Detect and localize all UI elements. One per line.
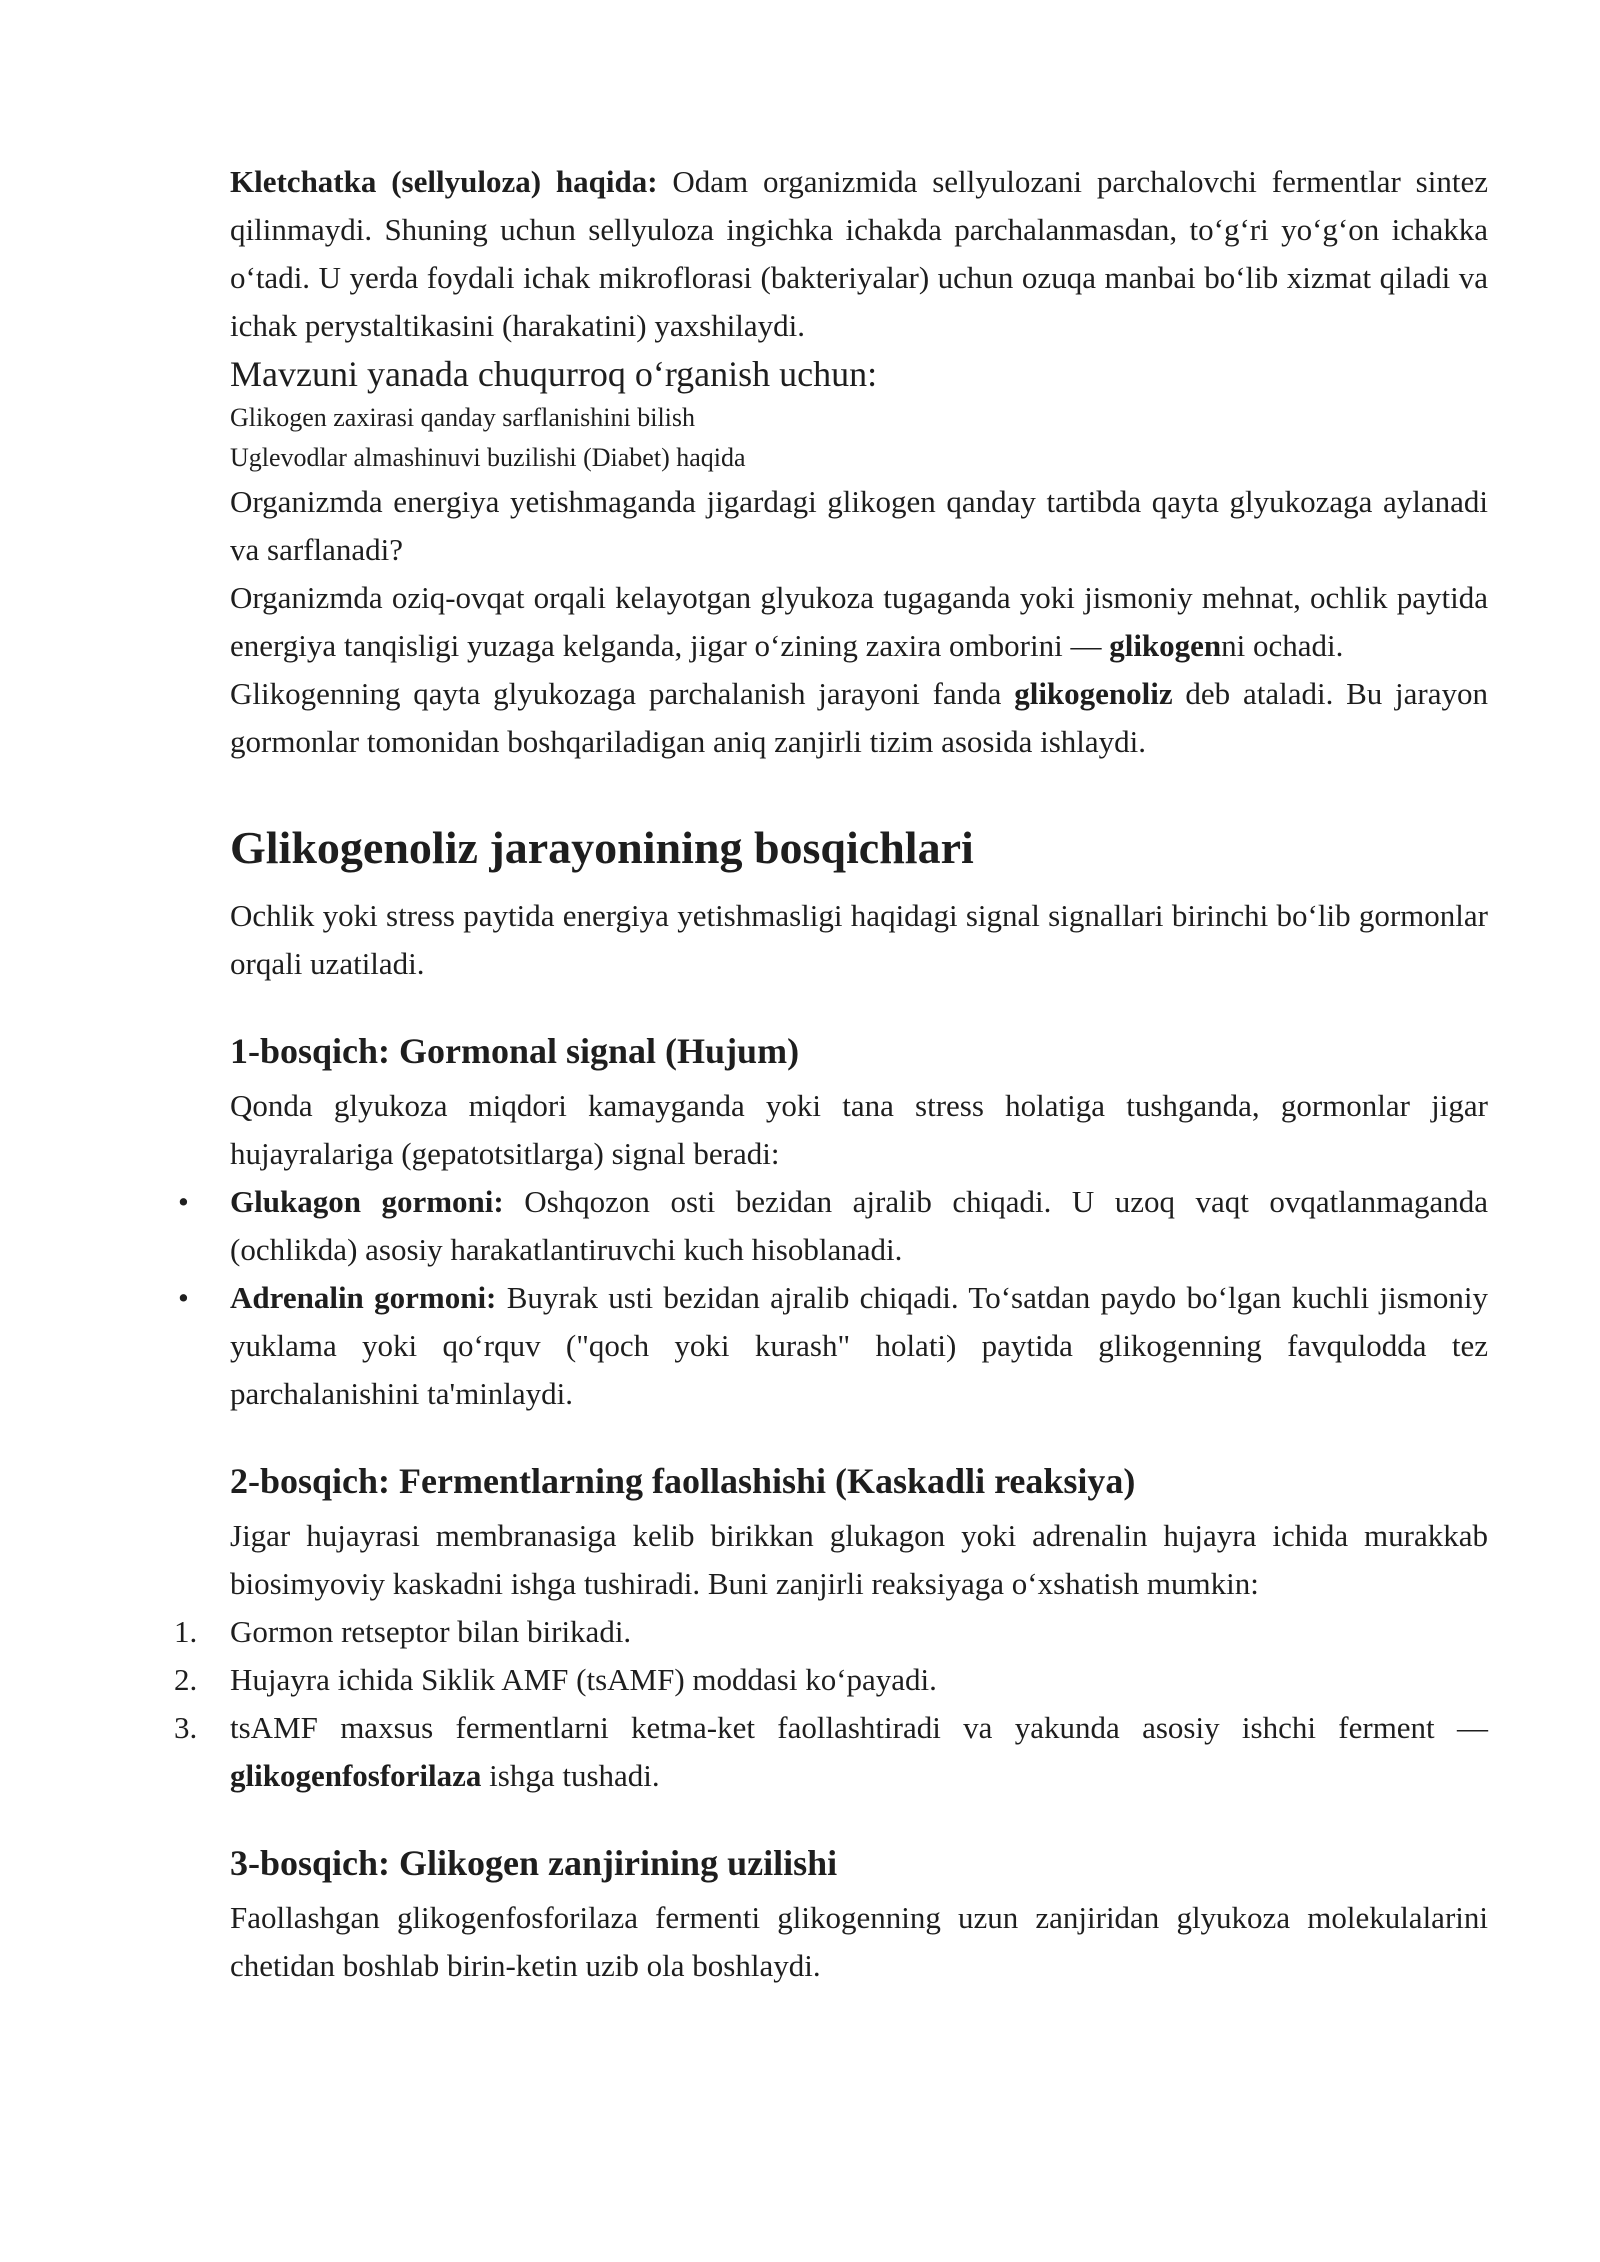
step3-intro: Faollashgan glikogenfosforilaza fermenti glikogenning uzun zanjiridan glyukoza molekulalarini chetidan boshlab birin-ketin uzib ola boshlaydi.	[230, 1900, 1488, 1983]
bullet-label: Adrenalin gormoni:	[230, 1280, 497, 1315]
further-study-line-1: Glikogen zaxirasi qanday sarflanishini bilish	[230, 403, 696, 432]
list-item	[178, 1178, 1488, 1274]
list-item	[174, 1608, 1488, 1656]
list-item-text: Gormon retseptor bilan birikadi.	[230, 1614, 632, 1649]
definition-text-2: deb ataladi. Bu jarayon gormonlar tomonidan boshqariladigan aniq zanjirli tizim asosida ishlaydi.	[230, 676, 1488, 759]
fiber-text: Odam organizmida sellyulozani parchalovchi fermentlar sintez qilinmaydi. Shuning uchun sellyuloza ingichka ichakda parchalanmasdan, to‘g‘ri yo‘g‘on ichakka o‘tadi. U yerda foydali ichak mikroflorasi (bakteriyalar) uchun ozuqa manbai bo‘lib xizmat qiladi va ichak perystaltikasini (harakatini) yaxshilaydi.	[230, 164, 1488, 343]
bullet-text: Buyrak usti bezidan ajralib chiqadi. To‘satdan paydo bo‘lgan kuchli jismoniy yuklama yoki qo‘rquv ("qoch yoki kurash" holati) paytida glikogenning favqulodda tez parchalanishini ta'minlaydi.	[230, 1280, 1488, 1411]
step2-numbered-list	[174, 1608, 1488, 1800]
document-page	[174, 158, 1488, 1990]
list-item	[174, 1656, 1488, 1704]
bullet-marker: •	[178, 1184, 189, 1219]
list-item	[174, 1704, 1488, 1800]
definition-text-1: Glikogenning qayta glyukozaga parchalanish jarayoni fanda	[230, 676, 1015, 711]
definition-paragraph	[230, 670, 1488, 766]
step1-title: 1-bosqich: Gormonal signal (Hujum)	[230, 1031, 800, 1071]
step3-title: 3-bosqich: Glikogen zanjirining uzilishi	[230, 1843, 838, 1883]
section-intro: Ochlik yoki stress paytida energiya yetishmasligi haqidagi signal signallari birinchi bo‘lib gormonlar orqali uzatiladi.	[230, 898, 1488, 981]
step1-bullet-list	[178, 1178, 1488, 1418]
definition-bold: glikogenoliz	[1014, 676, 1173, 711]
answer-text-2: ni ochadi.	[1221, 628, 1344, 663]
bullet-marker: •	[178, 1280, 189, 1315]
list-number: 2.	[174, 1662, 198, 1697]
answer-bold: glikogen	[1109, 628, 1222, 663]
list-item-text: tsAMF maxsus fermentlarni ketma-ket faollashtiradi va yakunda asosiy ishchi ferment —	[230, 1710, 1488, 1745]
answer-text-1: Organizmda oziq-ovqat orqali kelayotgan glyukoza tugaganda yoki jismoniy mehnat, ochlik paytida energiya tanqisligi yuzaga kelganda, jigar o‘zining zaxira omborini —	[230, 580, 1488, 663]
further-study-line-2: Uglevodlar almashinuvi buzilishi (Diabet) haqida	[230, 443, 746, 472]
step1-intro: Qonda glyukoza miqdori kamayganda yoki tana stress holatiga tushganda, gormonlar jigar hujayralariga (gepatotsitlarga) signal beradi:	[230, 1088, 1488, 1171]
section-title: Glikogenoliz jarayonining bosqichlari	[230, 822, 974, 873]
bullet-label: Glukagon gormoni:	[230, 1184, 504, 1219]
answer-paragraph	[230, 574, 1488, 670]
fiber-paragraph	[230, 158, 1488, 350]
further-study-heading: Mavzuni yanada chuqurroq o‘rganish uchun:	[230, 354, 878, 394]
list-item	[178, 1274, 1488, 1418]
list-item-text: Hujayra ichida Siklik AMF (tsAMF) moddasi ko‘payadi.	[230, 1662, 937, 1697]
list-item-tail: ishga tushadi.	[481, 1758, 660, 1793]
bullet-text: Oshqozon osti bezidan ajralib chiqadi. U uzoq vaqt ovqatlanmaganda (ochlikda) asosiy harakatlantiruvchi kuch hisoblanadi.	[230, 1184, 1488, 1267]
list-item-bold: glikogenfosforilaza	[230, 1758, 482, 1793]
step2-title: 2-bosqich: Fermentlarning faollashishi (Kaskadli reaksiya)	[230, 1461, 1136, 1501]
list-number: 3.	[174, 1710, 198, 1745]
question-paragraph: Organizmda energiya yetishmaganda jigardagi glikogen qanday tartibda qayta glyukozaga aylanadi va sarflanadi?	[230, 484, 1488, 567]
step2-intro: Jigar hujayrasi membranasiga kelib birikkan glukagon yoki adrenalin hujayra ichida murakkab biosimyoviy kaskadni ishga tushiradi. Buni zanjirli reaksiyaga o‘xshatish mumkin:	[230, 1518, 1488, 1601]
fiber-label: Kletchatka (sellyuloza) haqida:	[230, 164, 658, 199]
list-number: 1.	[174, 1614, 198, 1649]
